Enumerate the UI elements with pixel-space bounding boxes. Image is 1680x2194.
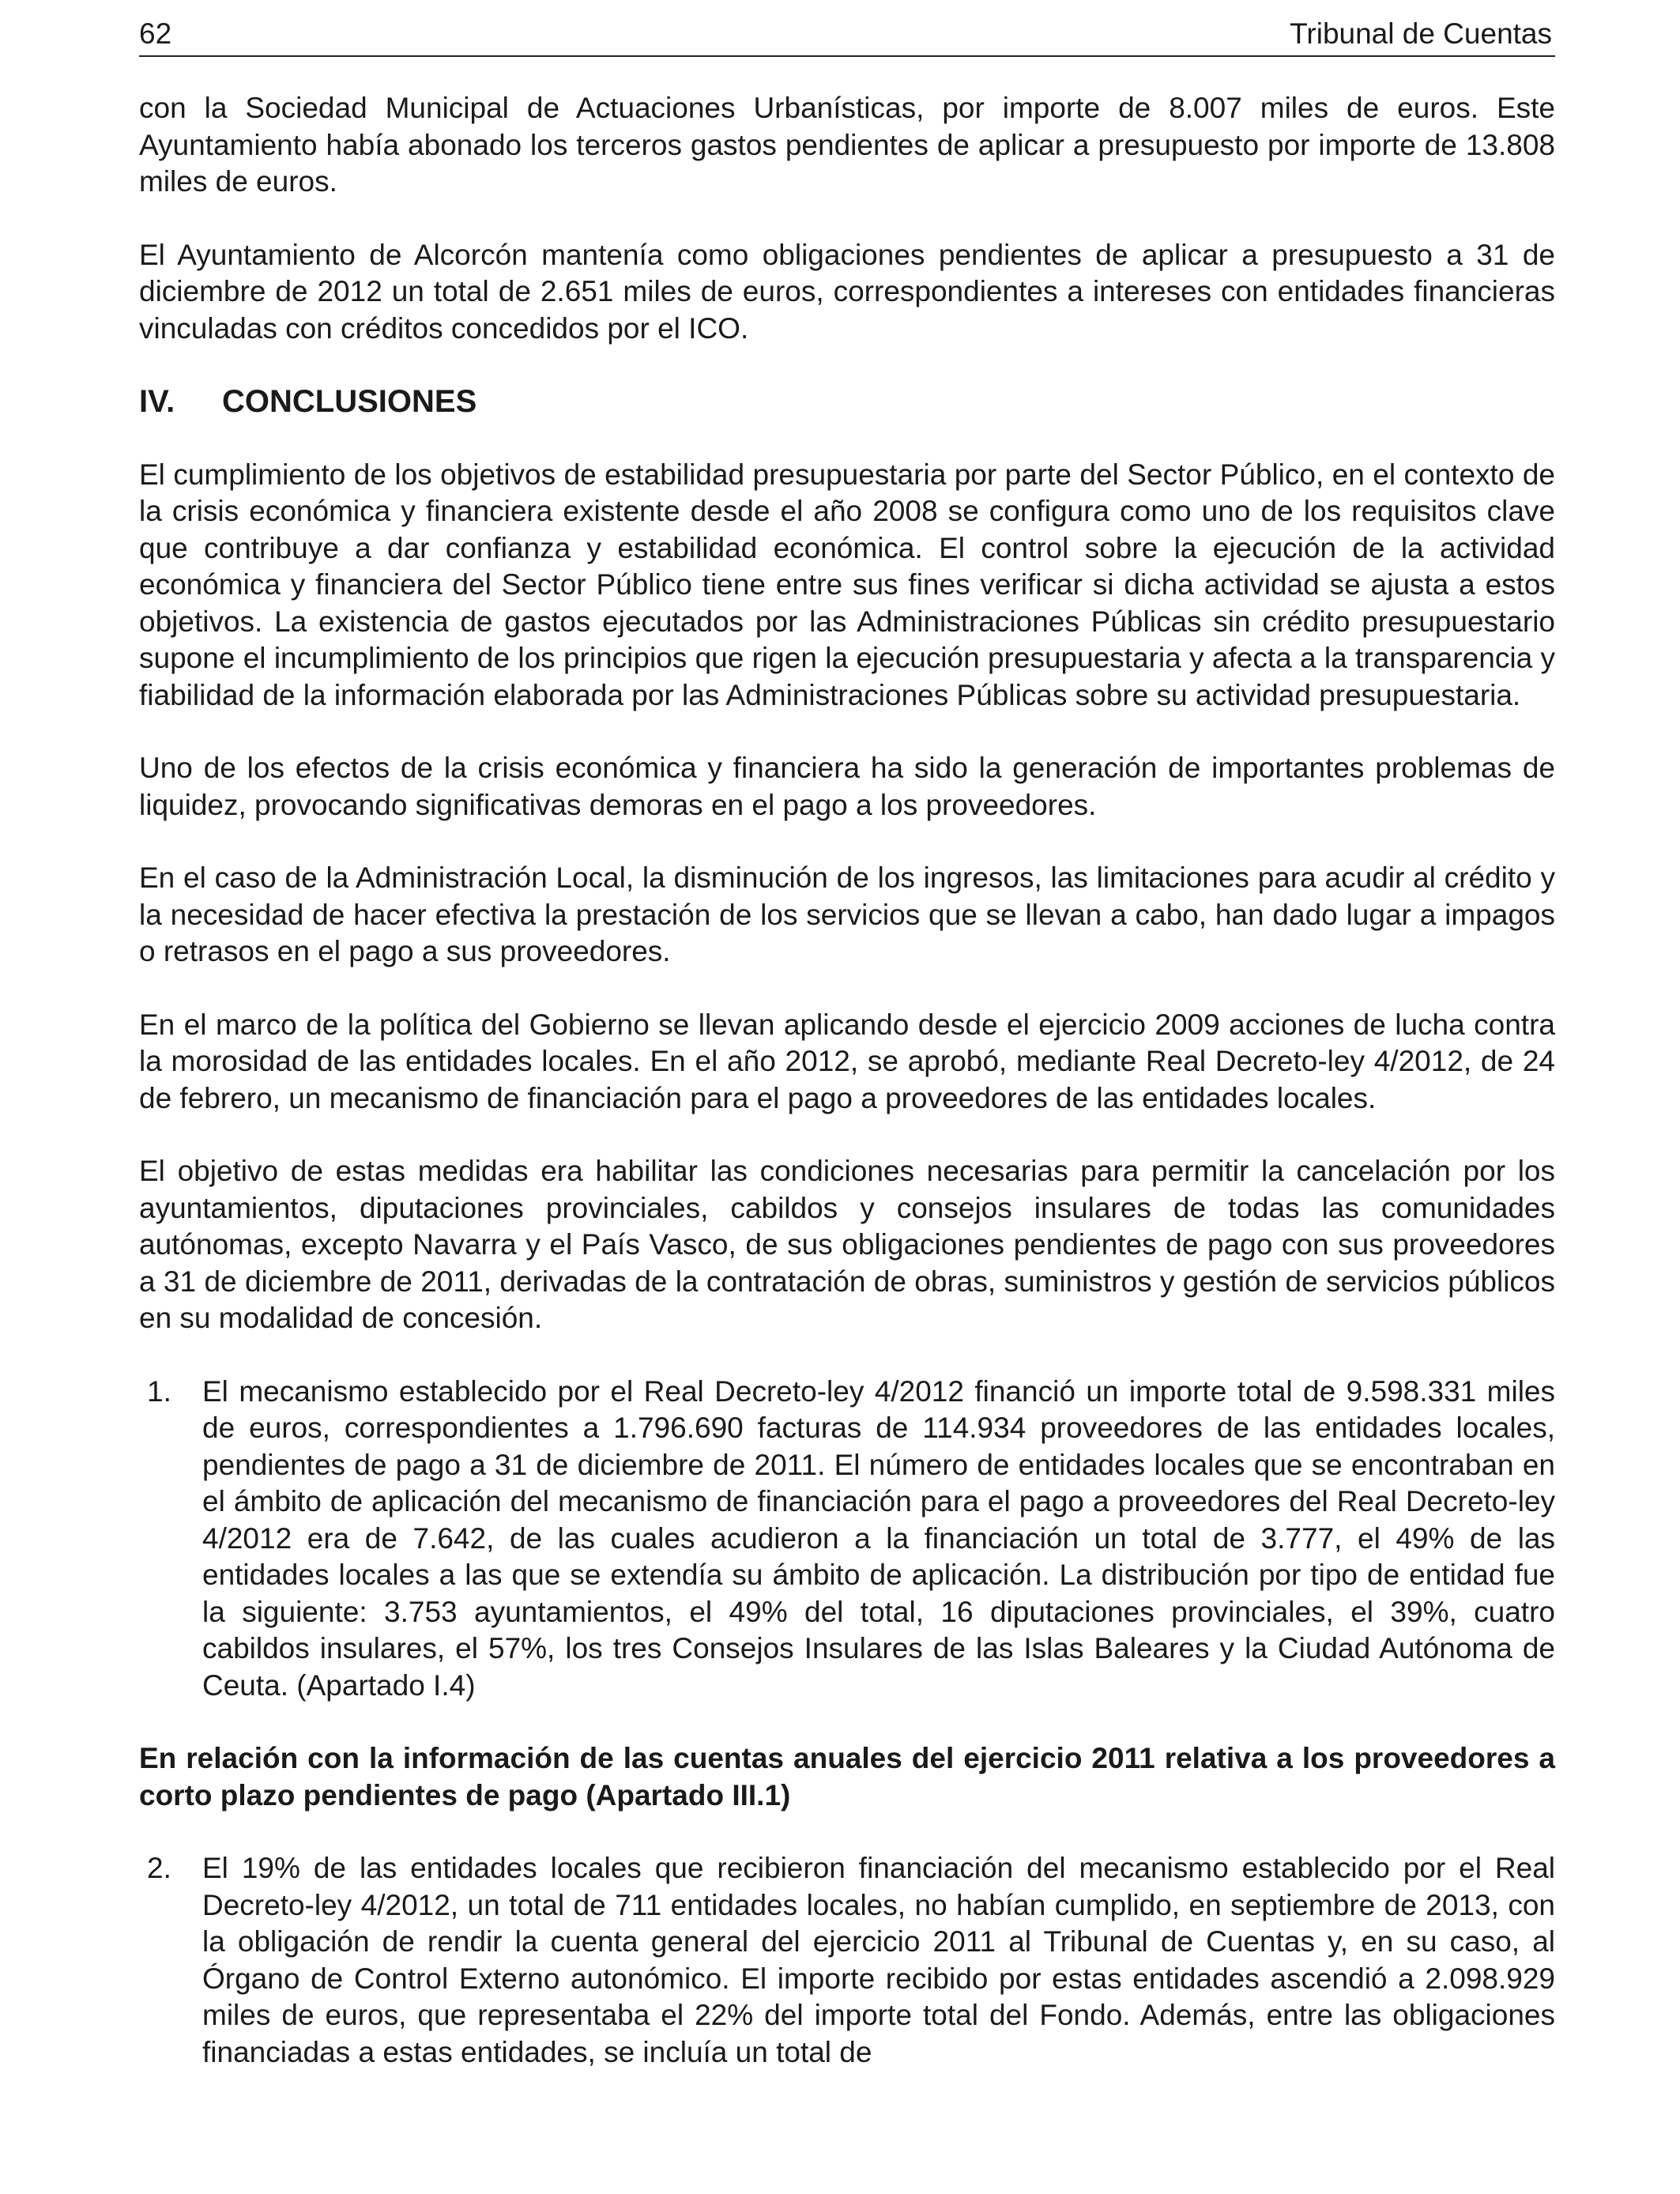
item-number: 2. bbox=[147, 1852, 171, 1884]
running-title: Tribunal de Cuentas bbox=[1290, 17, 1552, 50]
paragraph-sociedad-municipal: con la Sociedad Municipal de Actuaciones Urbanísticas, por importe de 8.007 miles de euros. Este Ayuntamiento había abonado los terceros gastos pendientes de aplicar a presupuesto por importe de 13.808 miles de euros. bbox=[139, 92, 1555, 198]
paragraph-administracion-local: En el caso de la Administración Local, la disminución de los ingresos, las limitaciones para acudir al crédito y la necesidad de hacer efectiva la prestación de los servicios que se llevan a cabo, han dado lugar a impagos o retrasos en el pago a sus proveedores. bbox=[139, 861, 1555, 967]
paragraph-estabilidad: El cumplimiento de los objetivos de estabilidad presupuestaria por parte del Sector Público, en el contexto de la crisis económica y financiera existente desde el año 2008 se configura como uno de los requisitos clave que contribuye a dar confianza y estabilidad económica. El control sobre la ejecución de la actividad económica y financiera del Sector Público tiene entre sus fines verificar si dicha actividad se ajusta a estos objetivos. La existencia de gastos ejecutados por las Administraciones Públicas sin crédito presupuestario supone el incumplimiento de los principios que rigen la ejecución presupuestaria y afecta a la transparencia y fiabilidad de la información elaborada por las Administraciones Públicas sobre su actividad presupuestaria. bbox=[139, 458, 1555, 711]
paragraph-objetivo-medidas: El objetivo de estas medidas era habilitar las condiciones necesarias para permitir la cancelación por los ayuntamientos, diputaciones provinciales, cabildos y consejos insulares de todas las comunidades autónomas, excepto Navarra y el País Vasco, de sus obligaciones pendientes de pago con sus proveedores a 31 de diciembre de 2011, derivadas de la contratación de obras, suministros y gestión de servicios públicos en su modalidad de concesión. bbox=[139, 1155, 1555, 1334]
item-text: El 19% de las entidades locales que recibieron financiación del mecanismo establecido por el Real Decreto-ley 4/2012, un total de 711 entidades locales, no habían cumplido, en septiembre de 2013, con la obligación de rendir la cuenta general del ejercicio 2011 al Tribunal de Cuentas y, en su caso, al Órgano de Control Externo autonómico. El importe recibido por estas entidades ascendió a 2.098.929 miles de euros, que representaba el 22% del importe total del Fondo. Además, entre las obligaciones financiadas a estas entidades, se incluía un total de bbox=[202, 1852, 1555, 2068]
item-number: 1. bbox=[147, 1374, 171, 1408]
item-text: El mecanismo establecido por el Real Decreto-ley 4/2012 financió un importe total de 9.598.331 miles de euros, correspondientes a 1.796.690 facturas de 114.934 proveedores de las entidades locales, pendientes de pago a 31 de diciembre de 2011. El número de entidades locales que se encontraban en el ámbito de aplicación del mecanismo de financiación para el pago a proveedores del Real Decreto-ley 4/2012 era de 7.642, de las cuales acudieron a la financiación un total de 3.777, el 49% de las entidades locales a las que se extendía su ámbito de aplicación. La distribución por tipo de entidad fue la siguiente: 3.753 ayuntamientos, el 49% del total, 16 diputaciones provinciales, el 39%, cuatro cabildos insulares, el 57%, los tres Consejos Insulares de las Islas Baleares y la Ciudad Autónoma de Ceuta. (Apartado I.4) bbox=[202, 1374, 1555, 1702]
conclusion-item-1 bbox=[139, 1374, 1555, 1705]
subsection-heading: En relación con la información de las cuentas anuales del ejercicio 2011 relativa a los proveedores a corto plazo pendientes de pago (Apartado III.1) bbox=[139, 1742, 1555, 1811]
section-heading bbox=[139, 383, 1555, 420]
section-title: CONCLUSIONES bbox=[222, 384, 477, 419]
page-body bbox=[139, 90, 1555, 2107]
document-page bbox=[139, 0, 1555, 2194]
paragraph-alcorcon: El Ayuntamiento de Alcorcón mantenía como obligaciones pendientes de aplicar a presupuesto a 31 de diciembre de 2012 un total de 2.651 miles de euros, correspondientes a intereses con entidades financieras vinculadas con créditos concedidos por el ICO. bbox=[139, 238, 1555, 345]
section-number: IV. bbox=[139, 384, 175, 419]
page-number: 62 bbox=[139, 17, 172, 50]
paragraph-morosidad: En el marco de la política del Gobierno se llevan aplicando desde el ejercicio 2009 acciones de lucha contra la morosidad de las entidades locales. En el año 2012, se aprobó, mediante Real Decreto-ley 4/2012, de 24 de febrero, un mecanismo de financiación para el pago a proveedores de las entidades locales. bbox=[139, 1008, 1555, 1114]
page-header bbox=[139, 17, 1555, 57]
paragraph-liquidez: Uno de los efectos de la crisis económica y financiera ha sido la generación de importantes problemas de liquidez, provocando significativas demoras en el pago a los proveedores. bbox=[139, 752, 1555, 821]
conclusion-item-2 bbox=[139, 1850, 1555, 2071]
